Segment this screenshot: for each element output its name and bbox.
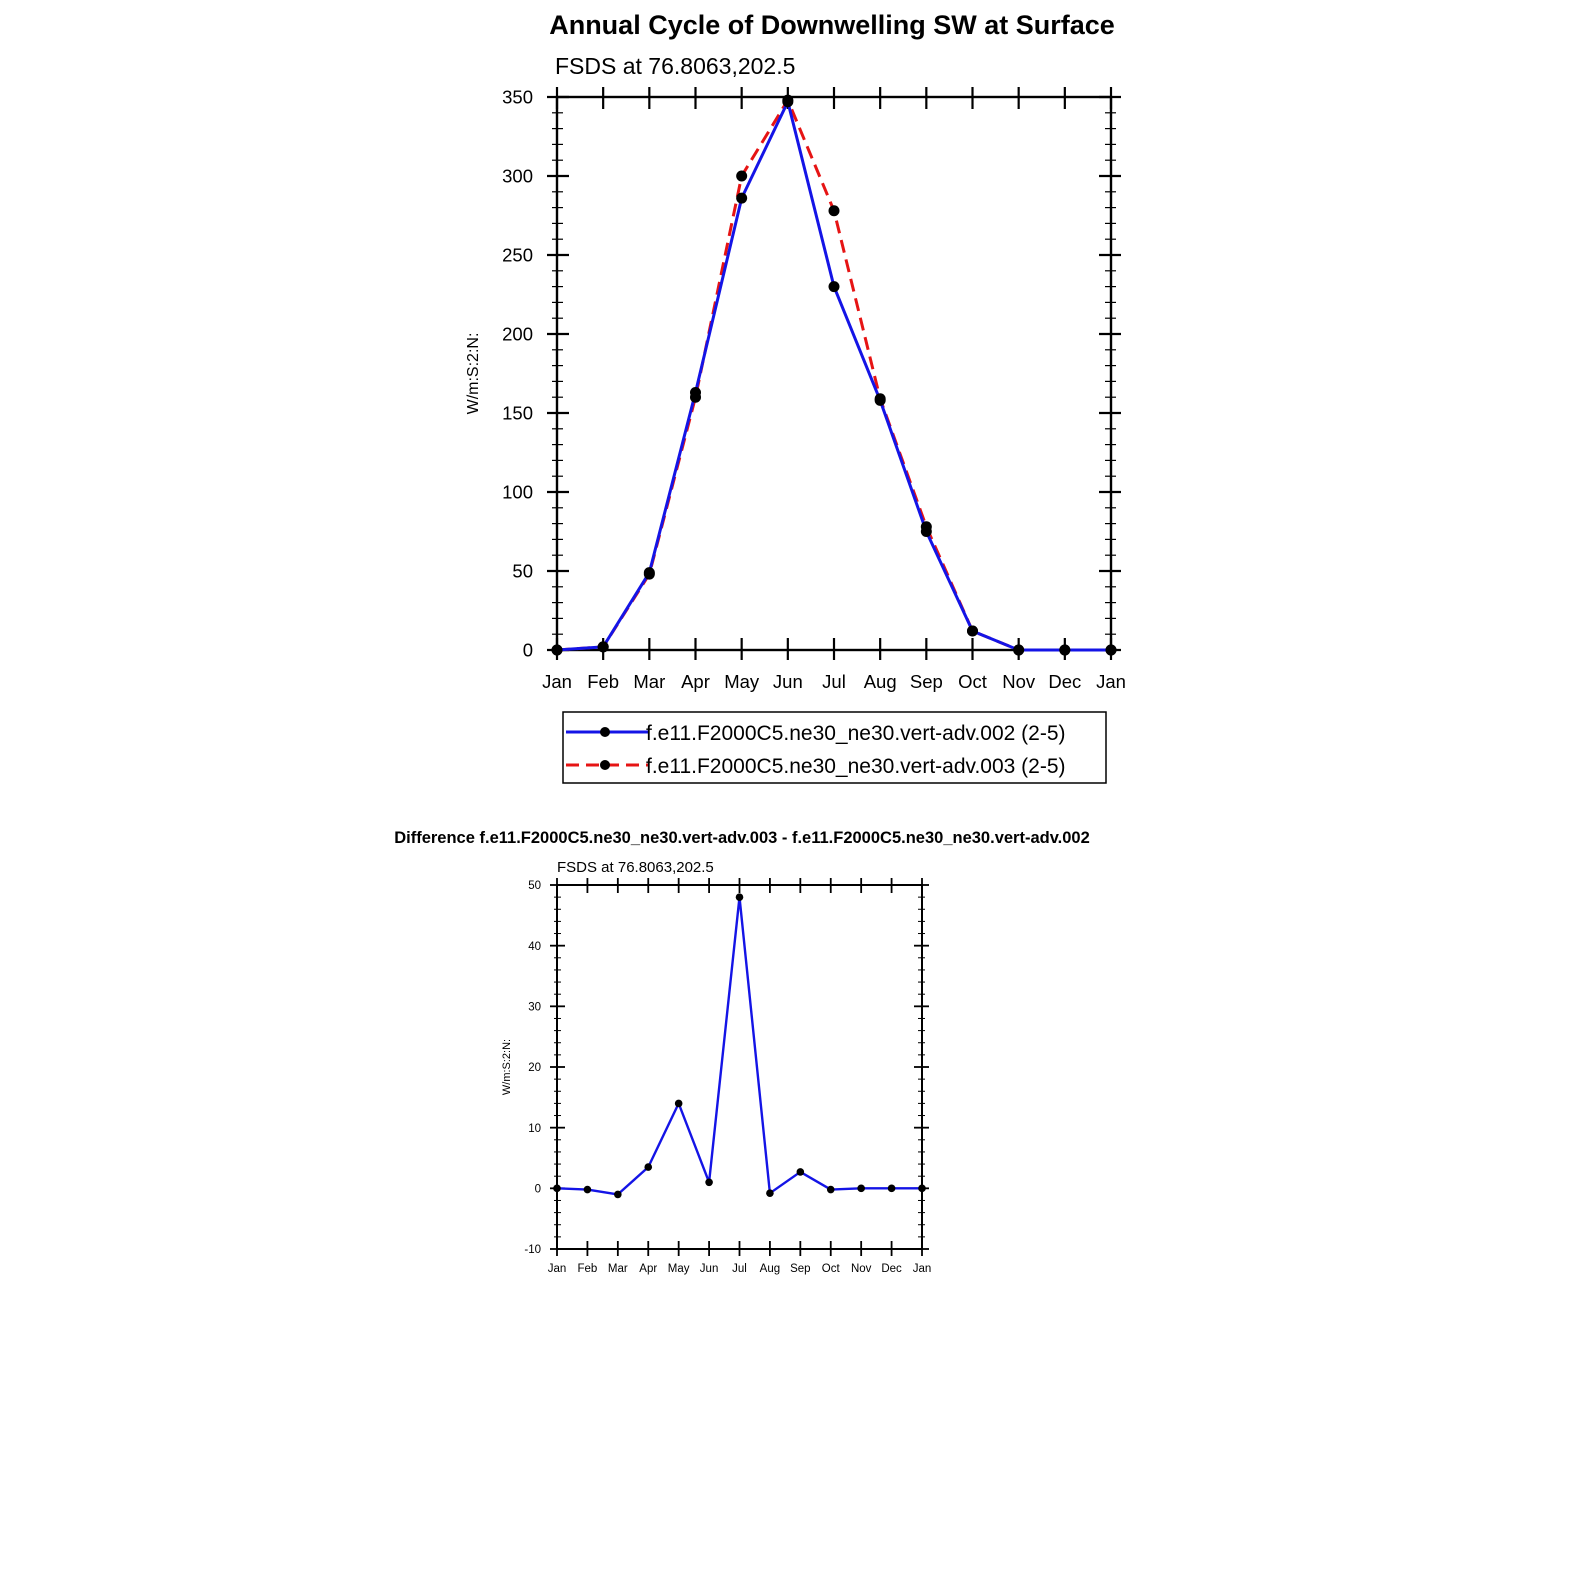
diff-series-0-point-1 — [584, 1186, 592, 1194]
diff-ytick-label: 0 — [534, 1183, 541, 1196]
main-xtick-label: Nov — [1002, 671, 1036, 692]
main-xtick-label: Jul — [822, 671, 846, 692]
diff-xtick-label: Jun — [699, 1263, 719, 1275]
diff-xtick-label: Oct — [821, 1263, 840, 1275]
main-series-1-point-6 — [829, 205, 840, 216]
main-series-line-0 — [557, 102, 1111, 650]
main-series-0-point-2 — [644, 567, 655, 578]
diff-series-0-point-3 — [644, 1163, 652, 1171]
diff-series-0-point-6 — [736, 893, 744, 901]
diff-ytick-label: 40 — [528, 940, 541, 953]
diff-xtick-label: Mar — [607, 1263, 628, 1275]
diff-series-0-point-5 — [705, 1178, 713, 1186]
diff-ytick-label: 50 — [528, 880, 541, 893]
main-series-1-point-4 — [736, 171, 747, 182]
main-xtick-label: Aug — [863, 671, 897, 692]
main-ytick-label: 250 — [502, 244, 533, 266]
main-ytick-label: 200 — [502, 323, 533, 345]
legend-marker-003 — [600, 760, 610, 770]
diff-xtick-label: Feb — [577, 1263, 598, 1275]
main-plot-frame — [557, 97, 1111, 650]
difference-chart-title: Difference f.e11.F2000C5.ne30_ne30.vert-adv.003 - f.e11.F2000C5.ne30_ne30.vert-adv.002 — [394, 829, 1090, 847]
main-xtick-label: Mar — [633, 671, 666, 692]
diff-xtick-label: May — [667, 1263, 690, 1275]
difference-chart-subtitle: FSDS at 76.8063,202.5 — [557, 859, 714, 876]
difference-chart — [501, 878, 931, 1275]
main-xtick-label: Feb — [587, 671, 620, 692]
main-ytick-label: 350 — [502, 86, 533, 108]
main-ytick-label: 0 — [522, 639, 533, 661]
main-series-0-point-10 — [1013, 645, 1024, 656]
main-xtick-label: May — [724, 671, 760, 692]
main-series-0-point-5 — [782, 96, 793, 107]
diff-ytick-label: 20 — [528, 1062, 541, 1075]
legend — [563, 712, 1106, 783]
main-chart-title: Annual Cycle of Downwelling SW at Surface — [549, 10, 1115, 40]
diff-series-0-point-2 — [614, 1191, 622, 1199]
main-xtick-label: Jan — [1096, 671, 1126, 692]
diff-series-0-point-12 — [918, 1185, 926, 1193]
diff-ytick-label: 30 — [528, 1001, 541, 1014]
diff-xtick-label: Jul — [732, 1263, 747, 1275]
diff-xtick-label: Dec — [881, 1263, 902, 1275]
diff-xtick-label: Nov — [850, 1263, 872, 1275]
diff-series-0-point-8 — [797, 1168, 805, 1176]
diff-series-0-point-0 — [553, 1185, 561, 1193]
main-series-0-point-9 — [967, 626, 978, 637]
main-series-0-point-11 — [1059, 645, 1070, 656]
main-xtick-label: Jan — [542, 671, 572, 692]
diff-xtick-label: Apr — [639, 1263, 658, 1275]
main-xtick-label: Jun — [772, 671, 803, 692]
diff-y-axis-label: W/m:S:2:N: — [501, 1038, 513, 1096]
main-xtick-label: Dec — [1048, 671, 1082, 692]
diff-ytick-label: 10 — [528, 1122, 541, 1135]
main-xtick-label: Apr — [681, 671, 710, 692]
diff-series-0-point-10 — [857, 1185, 865, 1193]
diff-series-0-point-11 — [888, 1185, 896, 1193]
main-ytick-label: 300 — [502, 165, 533, 187]
main-chart-subtitle: FSDS at 76.8063,202.5 — [555, 53, 796, 79]
main-series-line-1 — [557, 100, 1111, 650]
legend-label-003: f.e11.F2000C5.ne30_ne30.vert-adv.003 (2-5) — [646, 755, 1066, 778]
main-series-0-point-3 — [690, 387, 701, 398]
legend-label-002: f.e11.F2000C5.ne30_ne30.vert-adv.002 (2-5) — [646, 722, 1066, 745]
main-y-axis-label: W/m:S:2:N: — [465, 332, 482, 415]
main-series-0-point-12 — [1106, 645, 1117, 656]
main-ytick-label: 150 — [502, 402, 533, 424]
main-series-0-point-0 — [552, 645, 563, 656]
main-ytick-label: 100 — [502, 481, 533, 503]
main-series-0-point-6 — [829, 281, 840, 292]
diff-xtick-label: Aug — [759, 1263, 781, 1275]
main-ytick-label: 50 — [512, 560, 533, 582]
diff-xtick-label: Sep — [790, 1263, 811, 1275]
diff-series-0-point-4 — [675, 1100, 683, 1108]
diff-series-0-point-9 — [827, 1186, 835, 1194]
diff-series-line-0 — [557, 897, 922, 1194]
main-xtick-label: Sep — [909, 671, 943, 692]
diff-series-0-point-7 — [766, 1189, 774, 1197]
main-series-0-point-4 — [736, 193, 747, 204]
main-series-0-point-1 — [598, 641, 609, 652]
main-xtick-label: Oct — [958, 671, 987, 692]
main-chart — [465, 87, 1126, 692]
main-series-0-point-8 — [921, 526, 932, 537]
diff-xtick-label: Jan — [912, 1263, 932, 1275]
diff-ytick-label: -10 — [524, 1244, 541, 1257]
main-series-0-point-7 — [875, 395, 886, 406]
legend-marker-002 — [600, 727, 610, 737]
diff-xtick-label: Jan — [547, 1263, 567, 1275]
